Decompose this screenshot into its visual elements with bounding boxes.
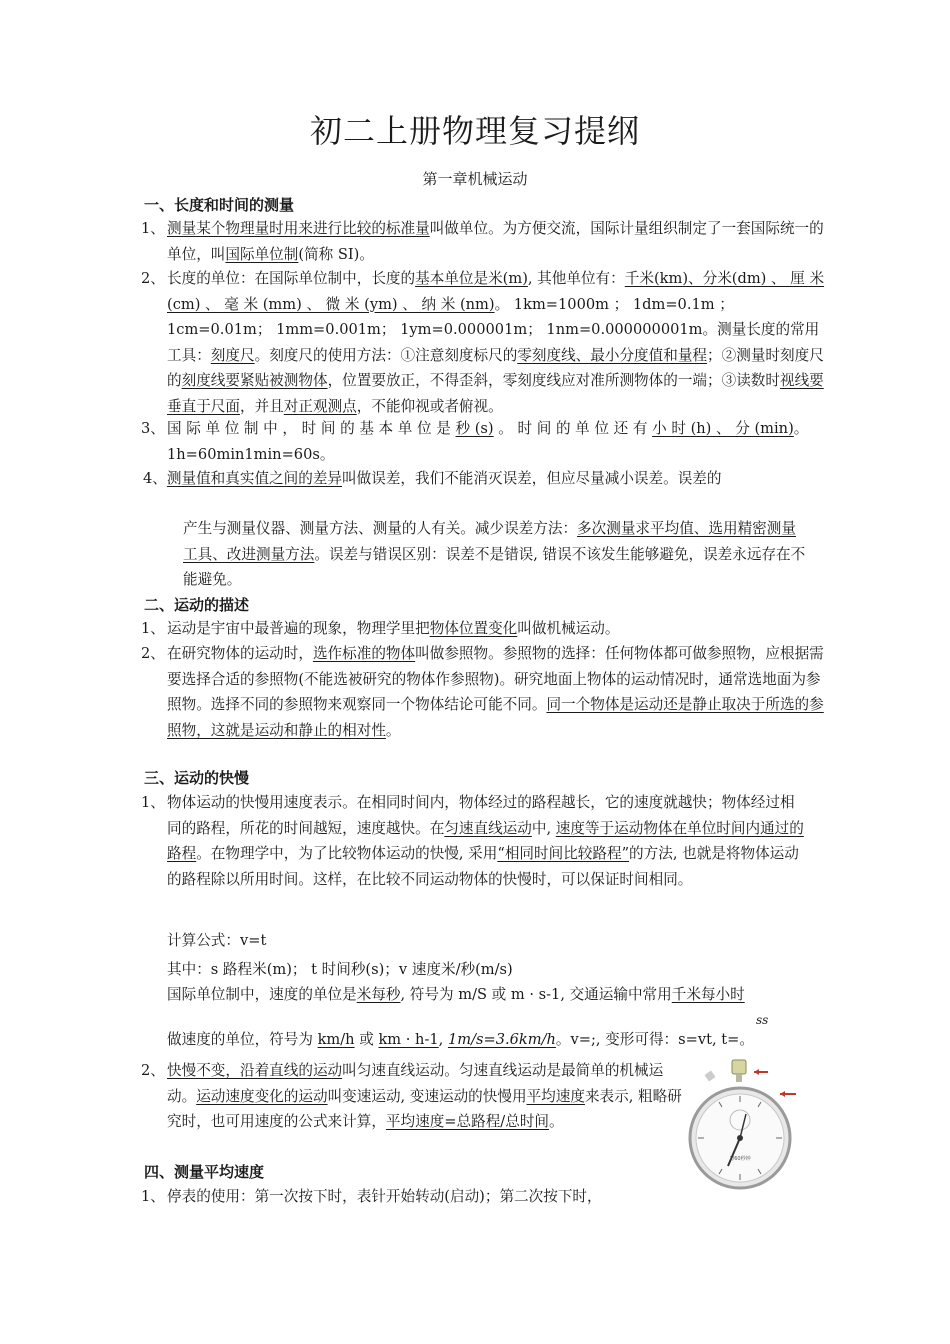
list-item xyxy=(141,1058,682,1135)
body-text: 。在物理学中，为了比较物体运动的快慢, 采用 xyxy=(196,845,498,862)
item-number: 4、 xyxy=(143,470,167,487)
body-text: ；②测量时刻度尺的 xyxy=(167,346,824,389)
body-text: (简称 SI)。 xyxy=(298,245,374,263)
underlined-text: 基本单位是米(m) xyxy=(415,270,528,287)
body-text: 运动是宇宙中最普遍的现象，物理学里把 xyxy=(167,620,430,637)
underlined-text: 1m/s=3.6km/h xyxy=(447,1031,556,1048)
underlined-text: 物体位置变化 xyxy=(429,620,518,637)
chapter-heading: 第一章机械运动 xyxy=(422,170,528,188)
underlined-text: 零刻度线、最小分度值和量程 xyxy=(517,346,708,364)
list-item-continuation xyxy=(183,516,809,593)
section-heading-2: 二、运动的描述 xyxy=(144,596,250,614)
body-text: 叫做单位。为方便交流，国际计量组织制定了一套国际统一的单位，叫 xyxy=(167,220,824,263)
body-text: 长度的单位：在国际单位制中，长度的 xyxy=(167,270,416,287)
underlined-text: 刻度尺 xyxy=(210,346,255,364)
page-title: 初二上册物理复习提纲 xyxy=(309,112,640,150)
body-text: 叫匀速直线运动。匀速直线运动是最简单的机械运动。 xyxy=(167,1062,664,1105)
body-text: 。 xyxy=(385,721,401,739)
formula-line: 计算公式：v=t xyxy=(167,932,267,949)
body-text: 来表示, 粗略研究时，也可用速度的公式来计算， xyxy=(167,1087,682,1130)
list-item xyxy=(143,466,833,492)
underlined-text: 米每秒 xyxy=(356,986,401,1003)
item-number: 3、 xyxy=(141,420,165,437)
underlined-text: 快慢不变，沿着直线的运动 xyxy=(167,1062,343,1079)
unit-line xyxy=(167,1027,817,1053)
body-text: 国际单位制中，速度的单位是 xyxy=(167,986,357,1003)
list-item xyxy=(141,266,833,419)
underlined-text: 平均速度=总路程/总时间 xyxy=(385,1113,550,1130)
body-text: 。v=;, 变形可得：s=vt, t=。 xyxy=(555,1031,754,1048)
body-text: ，不能仰视或者俯视。 xyxy=(356,397,503,415)
item-number: 1、 xyxy=(141,794,165,811)
underlined-text: 运动速度变化的运动 xyxy=(196,1087,328,1105)
body-text: 中, xyxy=(531,819,556,837)
list-item xyxy=(141,616,833,642)
body-text: 停表的使用：第一次按下时，表针开始转动(启动)；第二次按下时， xyxy=(167,1188,602,1205)
body-text: 在研究物体的运动时， xyxy=(167,645,313,662)
body-text: ，位置要放正，不得歪斜，零刻度线应对准所测物体的一端；③读数时 xyxy=(327,372,780,389)
body-text: 叫做参照物。参照物的选择：任何物体都可做参照物，应根据需要选择合适的参照物(不能选被研究的物体作参照物)。研究地面上物体的运动情况时，通常选地面为参照物。选择不同的参照物来观察同一个物体结论可能不同。 xyxy=(167,645,824,713)
underlined-text: 选作标准的物体 xyxy=(312,645,416,662)
underlined-text: 测量值和真实值之间的差异 xyxy=(166,470,343,487)
item-number: 2、 xyxy=(141,270,165,287)
list-item xyxy=(141,641,833,743)
item-number: 1、 xyxy=(141,620,165,637)
list-item xyxy=(141,216,833,267)
underlined-text: 匀速直线运动 xyxy=(444,819,532,837)
underlined-text: 刻度线要紧贴被测物体 xyxy=(181,372,328,389)
body-text: 。 1km=1000m ； 1dm=0.1m ； 1cm=0.01m； 1mm=0.001m； 1ym=0.000001m； 1nm=0.000000001m。测量长度的常用工具： xyxy=(167,295,820,364)
stopwatch-icon xyxy=(688,1058,806,1192)
body-text: 物体运动的快慢用速度表示。在相同时间内，物体经过的路程越长，它的速度就越快；物体经过相同的路程，所花的时间越短，速度越快。在 xyxy=(167,794,795,837)
underlined-text: 速度等于运动物体在单位时间内通过的路程 xyxy=(167,819,804,862)
underlined-text: 对正观测点 xyxy=(283,397,357,415)
underlined-text: km/h xyxy=(317,1031,355,1048)
item-number: 1、 xyxy=(141,1188,165,1205)
item-number: 1、 xyxy=(141,220,165,237)
item-number: 2、 xyxy=(141,645,165,662)
unit-line xyxy=(167,982,817,1008)
body-text: 叫变速运动, 变速运动的快慢用 xyxy=(327,1087,527,1105)
formula-legend: 其中：s 路程米(m)； t 时间秒(s)；v 速度米/秒(m/s) xyxy=(167,961,513,978)
body-text: , xyxy=(438,1031,448,1048)
formula-fragment: ss xyxy=(756,1013,769,1027)
underlined-text: 千米(km)、分米(dm) 、 厘 米 (cm) 、 毫 米 (mm) 、 微 米 (ym) 、 纳 米 (nm) xyxy=(167,270,825,313)
body-text: , 符号为 m/S 或 m · s-1, 交通运输中常用 xyxy=(400,986,672,1003)
list-item xyxy=(141,416,833,467)
section-heading-3: 三、运动的快慢 xyxy=(144,769,250,787)
underlined-text: km · h-1 xyxy=(378,1031,439,1048)
underlined-text: 多次测量求平均值、选用精密测量工具、改进测量方法 xyxy=(183,520,796,563)
item-number: 2、 xyxy=(141,1062,165,1079)
underlined-text: 视线要垂直于尺面 xyxy=(167,372,824,415)
body-text: 。误差与错误区别：误差不是错误, 错误不该发生能够避免，误差永远存在不能避免。 xyxy=(183,545,806,588)
body-text: 国 际 单 位 制 中 ， 时 间 的 基 本 单 位 是 xyxy=(167,420,456,437)
stopwatch-caption: 1/60秒钟 xyxy=(729,1156,751,1162)
underlined-text: 小 时 (h) 、 分 (min) xyxy=(652,420,794,437)
list-item xyxy=(141,790,809,892)
underlined-text: 同一个物体是运动还是静止取决于所选的参照物，这就是运动和静止的相对性 xyxy=(167,696,824,739)
underlined-text: 测量某个物理量时用来进行比较的标准量 xyxy=(167,220,430,237)
body-text: 叫做机械运动。 xyxy=(517,620,620,637)
body-text: 叫做误差，我们不能消灭误差，但应尽量减小误差。误差的 xyxy=(342,470,722,487)
body-text: 产生与测量仪器、测量方法、测量的人有关。减少误差方法： xyxy=(183,520,578,537)
body-text: , 其他单位有： xyxy=(527,270,625,287)
body-text: 做速度的单位，符号为 xyxy=(167,1031,318,1048)
body-text: 。 时 间 的 单 位 还 有 xyxy=(493,420,653,437)
underlined-text: 平均速度 xyxy=(526,1087,585,1105)
body-text: 。 xyxy=(549,1113,564,1130)
underlined-text: 千米每小时 xyxy=(671,986,745,1003)
underlined-text: 秒 (s) xyxy=(455,420,494,437)
list-item xyxy=(141,1184,687,1210)
underlined-text: 国际单位制 xyxy=(225,245,299,263)
body-text: ，并且 xyxy=(239,397,284,415)
body-text: 。刻度尺的使用方法：①注意刻度标尺的 xyxy=(254,346,518,364)
stopwatch-figure xyxy=(688,1058,806,1192)
body-text: 的方法, 也就是将物体运动的路程除以所用时间。这样，在比较不同运动物体的快慢时，可以保证时间相同。 xyxy=(167,845,799,888)
body-text: 或 xyxy=(354,1031,379,1048)
underlined-text: “相同时间比较路程” xyxy=(497,845,630,862)
body-text: 。1h=60min1min=60s。 xyxy=(167,420,809,463)
section-heading-4: 四、测量平均速度 xyxy=(144,1163,265,1181)
section-heading-1: 一、长度和时间的测量 xyxy=(144,196,295,214)
